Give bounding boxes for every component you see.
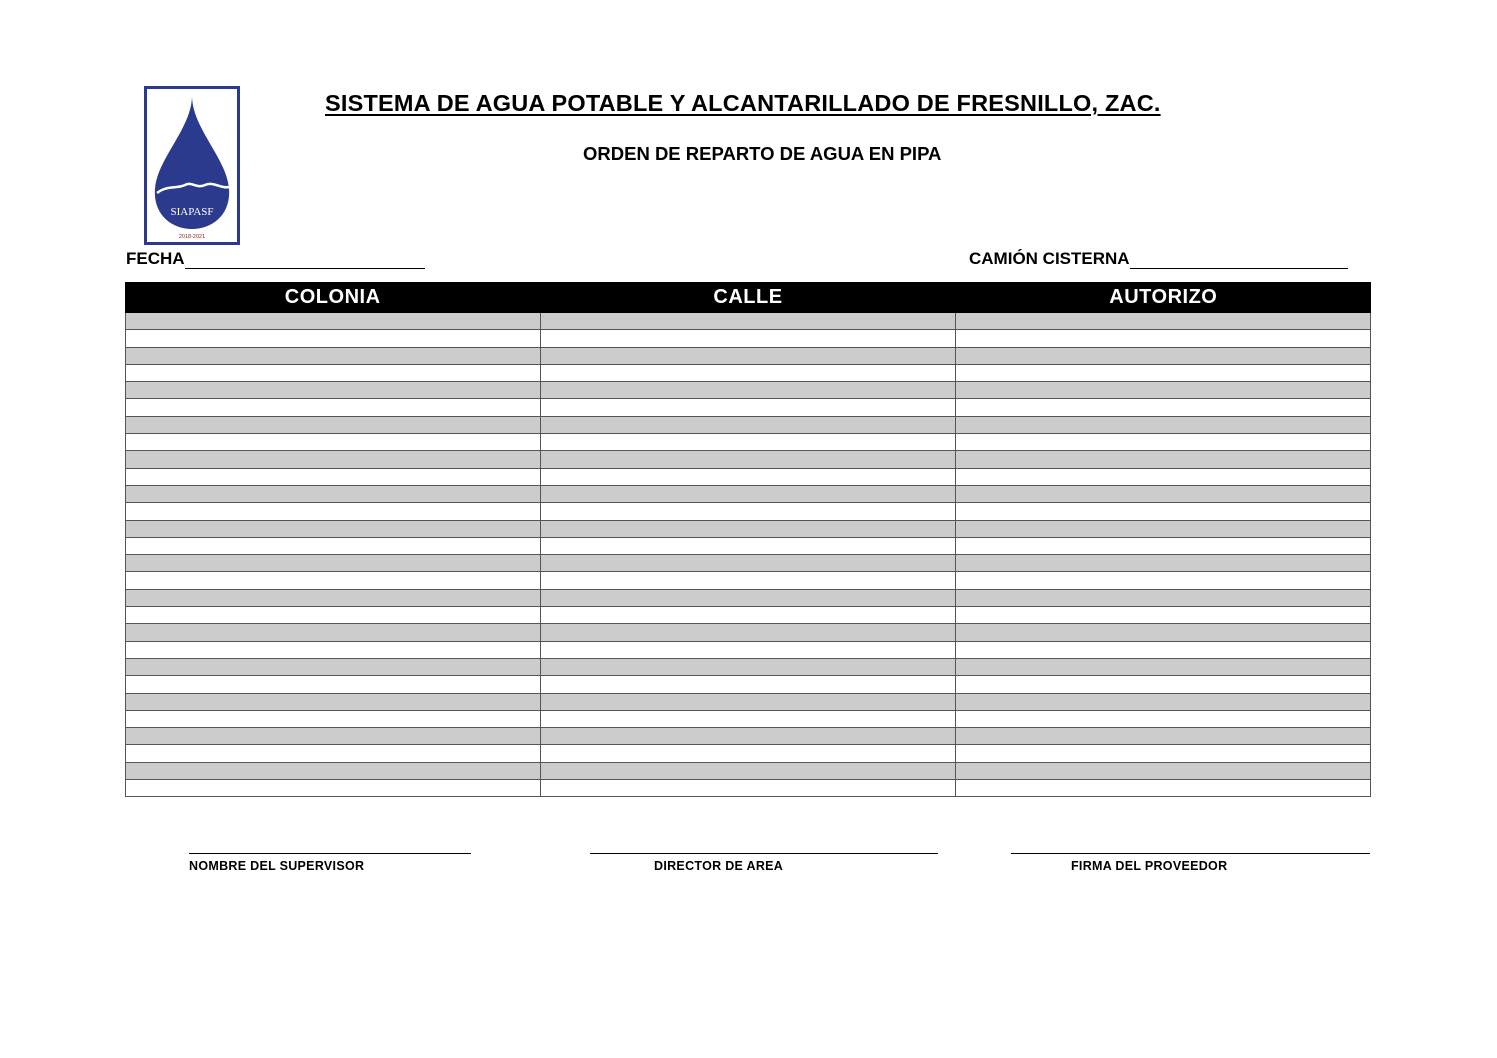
cell-autorizo[interactable]	[956, 451, 1371, 467]
cell-calle[interactable]	[541, 348, 956, 364]
cell-autorizo[interactable]	[956, 659, 1371, 675]
fecha-field[interactable]	[126, 249, 425, 269]
cell-colonia[interactable]	[126, 434, 541, 450]
table-row	[126, 503, 1371, 520]
table-row	[126, 607, 1371, 624]
cell-calle[interactable]	[541, 711, 956, 727]
cell-colonia[interactable]	[126, 763, 541, 779]
fecha-label: FECHA	[126, 249, 185, 268]
cell-calle[interactable]	[541, 313, 956, 329]
table-row	[126, 330, 1371, 347]
table-row	[126, 417, 1371, 434]
director-label: DIRECTOR DE AREA	[654, 859, 784, 873]
cell-autorizo[interactable]	[956, 745, 1371, 761]
table-row	[126, 694, 1371, 711]
cell-colonia[interactable]	[126, 451, 541, 467]
cell-autorizo[interactable]	[956, 503, 1371, 519]
cell-calle[interactable]	[541, 745, 956, 761]
cell-calle[interactable]	[541, 503, 956, 519]
cell-calle[interactable]	[541, 694, 956, 710]
cell-calle[interactable]	[541, 434, 956, 450]
cell-calle[interactable]	[541, 642, 956, 658]
camion-cisterna-field[interactable]	[969, 249, 1348, 269]
cell-colonia[interactable]	[126, 503, 541, 519]
cell-calle[interactable]	[541, 486, 956, 502]
table-row	[126, 763, 1371, 780]
table-row	[126, 399, 1371, 416]
column-header-calle: CALLE	[713, 286, 783, 308]
cell-autorizo[interactable]	[956, 330, 1371, 346]
table-row	[126, 348, 1371, 365]
table-row	[126, 365, 1371, 382]
cell-colonia[interactable]	[126, 486, 541, 502]
table-row	[126, 711, 1371, 728]
table-row	[126, 642, 1371, 659]
cell-autorizo[interactable]	[956, 417, 1371, 433]
cell-autorizo[interactable]	[956, 590, 1371, 606]
cell-calle[interactable]	[541, 538, 956, 554]
cell-calle[interactable]	[541, 780, 956, 796]
page-title: SISTEMA DE AGUA POTABLE Y ALCANTARILLADO DE FRESNILLO, ZAC.	[325, 90, 1161, 116]
cell-autorizo[interactable]	[956, 399, 1371, 415]
cell-colonia[interactable]	[126, 607, 541, 623]
cell-autorizo[interactable]	[956, 711, 1371, 727]
column-header-colonia: COLONIA	[284, 286, 381, 308]
cell-colonia[interactable]	[126, 745, 541, 761]
table-body	[125, 313, 1371, 797]
cell-autorizo[interactable]	[956, 694, 1371, 710]
page-subtitle: ORDEN DE REPARTO DE AGUA EN PIPA	[583, 143, 942, 164]
cell-autorizo[interactable]	[956, 780, 1371, 796]
cell-colonia[interactable]	[126, 780, 541, 796]
cell-calle[interactable]	[541, 469, 956, 485]
cell-calle[interactable]	[541, 607, 956, 623]
cell-autorizo[interactable]	[956, 607, 1371, 623]
cell-autorizo[interactable]	[956, 365, 1371, 381]
fecha-line[interactable]	[185, 250, 425, 269]
cell-autorizo[interactable]	[956, 382, 1371, 398]
table-row	[126, 555, 1371, 572]
cell-colonia[interactable]	[126, 694, 541, 710]
cell-colonia[interactable]	[126, 348, 541, 364]
camion-cisterna-line[interactable]	[1130, 250, 1348, 269]
table-row	[126, 590, 1371, 607]
cell-colonia[interactable]	[126, 399, 541, 415]
logo-years: 2018-2021	[178, 234, 206, 240]
table-row	[126, 676, 1371, 693]
cell-calle[interactable]	[541, 659, 956, 675]
director-signature-line	[590, 853, 938, 854]
cell-calle[interactable]	[541, 763, 956, 779]
cell-autorizo[interactable]	[956, 469, 1371, 485]
table-row	[126, 382, 1371, 399]
cell-autorizo[interactable]	[956, 555, 1371, 571]
cell-autorizo[interactable]	[956, 763, 1371, 779]
table-row	[126, 469, 1371, 486]
cell-colonia[interactable]	[126, 711, 541, 727]
cell-colonia[interactable]	[126, 728, 541, 744]
cell-colonia[interactable]	[126, 330, 541, 346]
table-row	[126, 521, 1371, 538]
cell-colonia[interactable]	[126, 572, 541, 588]
table-row	[126, 313, 1371, 330]
cell-autorizo[interactable]	[956, 348, 1371, 364]
cell-calle[interactable]	[541, 728, 956, 744]
cell-calle[interactable]	[541, 399, 956, 415]
cell-colonia[interactable]	[126, 469, 541, 485]
cell-autorizo[interactable]	[956, 538, 1371, 554]
cell-autorizo[interactable]	[956, 676, 1371, 692]
supervisor-label: NOMBRE DEL SUPERVISOR	[189, 859, 365, 873]
cell-calle[interactable]	[541, 676, 956, 692]
cell-autorizo[interactable]	[956, 486, 1371, 502]
cell-colonia[interactable]	[126, 642, 541, 658]
cell-autorizo[interactable]	[956, 434, 1371, 450]
supervisor-signature-line	[189, 853, 471, 854]
delivery-table	[125, 282, 1371, 797]
logo-text: SIAPASF	[170, 206, 214, 218]
cell-calle[interactable]	[541, 417, 956, 433]
cell-autorizo[interactable]	[956, 624, 1371, 640]
camion-cisterna-label: CAMIÓN CISTERNA	[969, 249, 1130, 268]
cell-calle[interactable]	[541, 572, 956, 588]
cell-colonia[interactable]	[126, 521, 541, 537]
cell-colonia[interactable]	[126, 590, 541, 606]
table-row	[126, 434, 1371, 451]
cell-colonia[interactable]	[126, 555, 541, 571]
cell-autorizo[interactable]	[956, 313, 1371, 329]
cell-colonia[interactable]	[126, 538, 541, 554]
cell-calle[interactable]	[541, 590, 956, 606]
table-row	[126, 624, 1371, 641]
cell-calle[interactable]	[541, 382, 956, 398]
cell-calle[interactable]	[541, 624, 956, 640]
cell-calle[interactable]	[541, 521, 956, 537]
cell-autorizo[interactable]	[956, 572, 1371, 588]
cell-autorizo[interactable]	[956, 521, 1371, 537]
proveedor-label: FIRMA DEL PROVEEDOR	[1071, 859, 1228, 873]
cell-colonia[interactable]	[126, 676, 541, 692]
cell-autorizo[interactable]	[956, 728, 1371, 744]
cell-calle[interactable]	[541, 555, 956, 571]
proveedor-signature-line	[1011, 853, 1370, 854]
table-row	[126, 780, 1371, 797]
cell-calle[interactable]	[541, 330, 956, 346]
cell-calle[interactable]	[541, 451, 956, 467]
table-header	[125, 282, 1371, 313]
water-drop-icon	[147, 89, 237, 242]
table-row	[126, 572, 1371, 589]
cell-colonia[interactable]	[126, 659, 541, 675]
table-row	[126, 486, 1371, 503]
siapasf-logo	[144, 86, 240, 245]
table-row	[126, 451, 1371, 468]
cell-colonia[interactable]	[126, 624, 541, 640]
cell-colonia[interactable]	[126, 417, 541, 433]
table-row	[126, 745, 1371, 762]
cell-colonia[interactable]	[126, 382, 541, 398]
table-row	[126, 728, 1371, 745]
cell-colonia[interactable]	[126, 365, 541, 381]
cell-autorizo[interactable]	[956, 642, 1371, 658]
column-header-autorizo: AUTORIZO	[1109, 286, 1218, 308]
cell-calle[interactable]	[541, 365, 956, 381]
cell-colonia[interactable]	[126, 313, 541, 329]
table-row	[126, 659, 1371, 676]
table-row	[126, 538, 1371, 555]
